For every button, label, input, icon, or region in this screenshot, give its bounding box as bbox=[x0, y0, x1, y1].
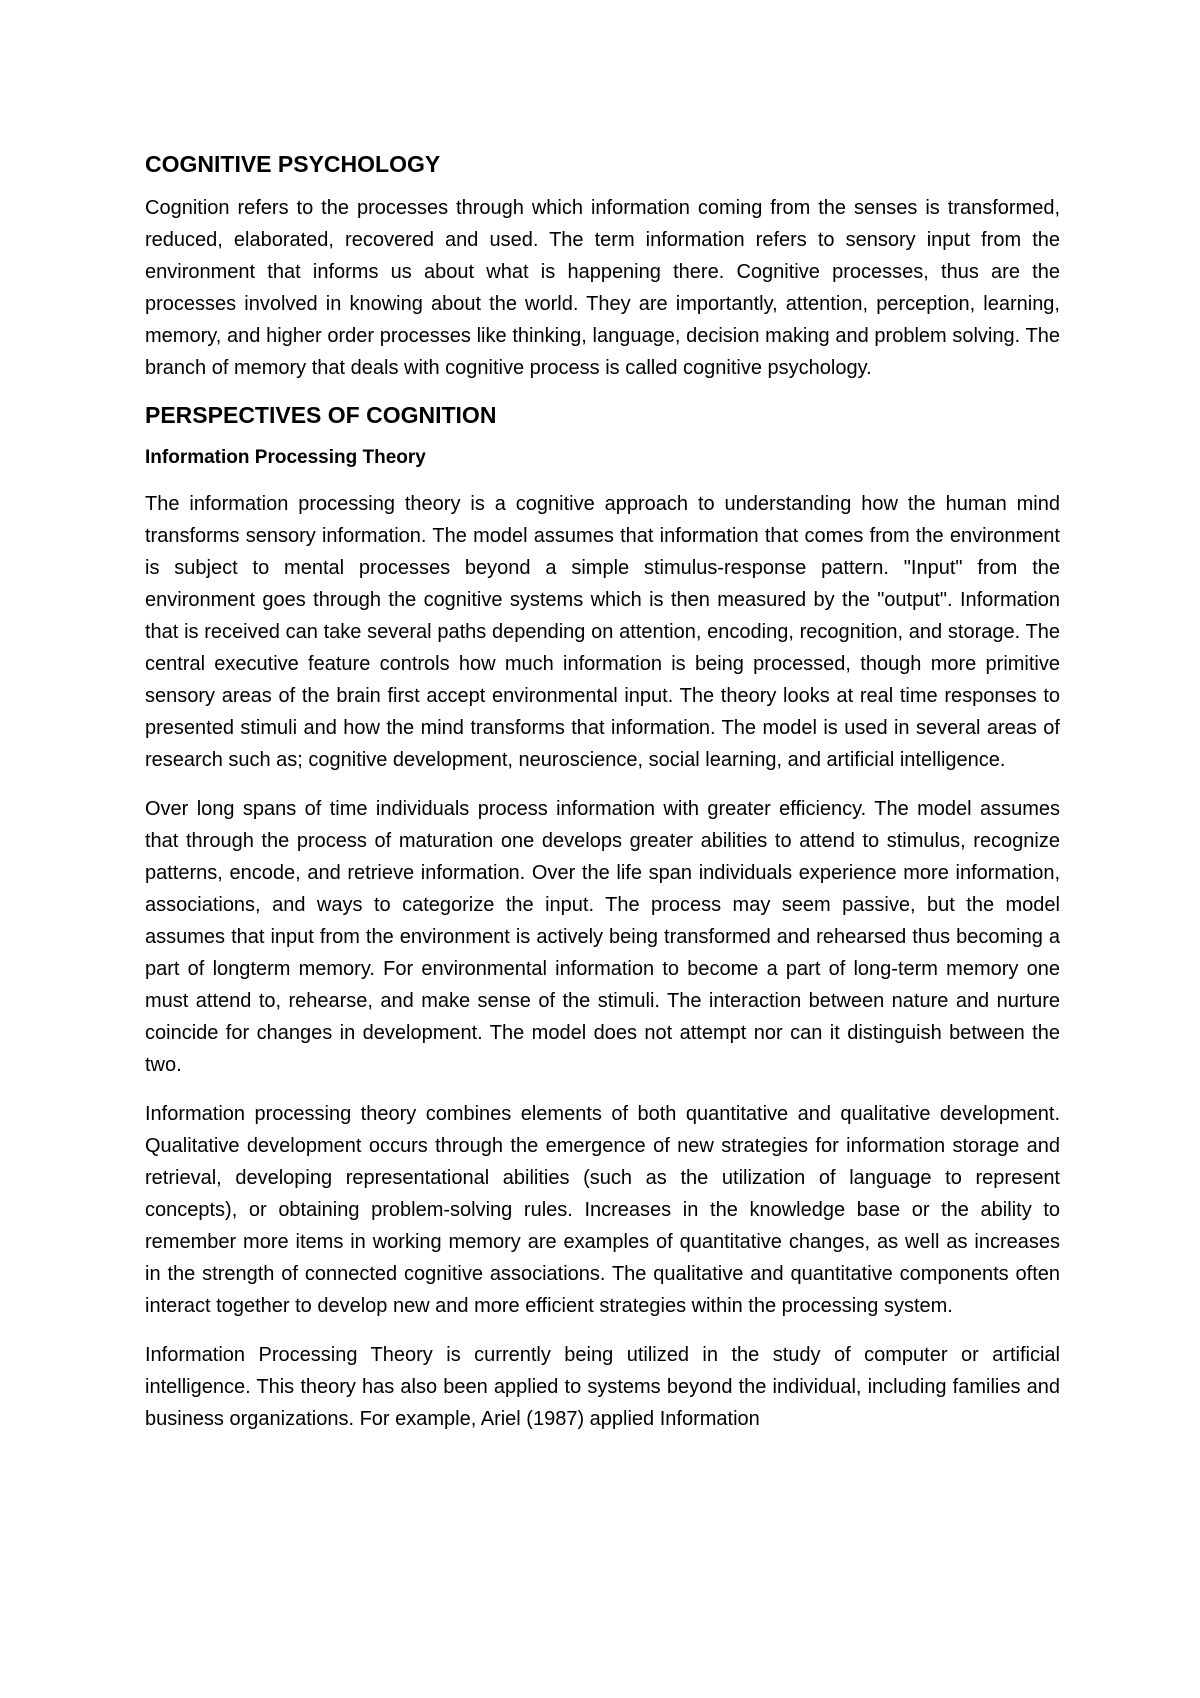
section-title: PERSPECTIVES OF COGNITION bbox=[145, 402, 497, 428]
intro-paragraph: Cognition refers to the processes through which information coming from the senses is transformed, reduced, elaborated, recovered and used. The term information refers to sensory input from the environment that informs us about what is happening there. Cognitive processes, thus are the processes involved in knowing about the world. They are importantly, attention, perception, learning, memory, and higher order processes like thinking, language, decision making and problem solving. The branch of memory that deals with cognitive process is called cognitive psychology. bbox=[145, 197, 1060, 379]
body-paragraph-2: Over long spans of time individuals process information with greater efficiency. The model assumes that through the process of maturation one develops greater abilities to attend to stimulus, recognize patterns, encode, and retrieve information. Over the life span individuals experience more information, associations, and ways to categorize the input. The process may seem passive, but the model assumes that input from the environment is actively being transformed and rehearsed thus becoming a part of longterm memory. For environmental information to become a part of long-term memory one must attend to, rehearse, and make sense of the stimuli. The interaction between nature and nurture coincide for changes in development. The model does not attempt nor can it distinguish between the two. bbox=[145, 798, 1060, 1076]
body-paragraph-1: The information processing theory is a cognitive approach to understanding how the human mind transforms sensory information. The model assumes that information that comes from the environment is subject to mental processes beyond a simple stimulus-response pattern. "Input" from the environment goes through the cognitive systems which is then measured by the "output". Information that is received can take several paths depending on attention, encoding, recognition, and storage. The central executive feature controls how much information is being processed, though more primitive sensory areas of the brain first accept environmental input. The theory looks at real time responses to presented stimuli and how the mind transforms that information. The model is used in several areas of research such as; cognitive development, neuroscience, social learning, and artificial intelligence. bbox=[145, 493, 1060, 771]
document-title: COGNITIVE PSYCHOLOGY bbox=[145, 151, 441, 177]
subsection-title: Information Processing Theory bbox=[145, 447, 426, 468]
body-paragraph-4: Information Processing Theory is currently being utilized in the study of computer or artificial intelligence. This theory has also been applied to systems beyond the individual, including families and business organizations. For example, Ariel (1987) applied Information bbox=[145, 1344, 1060, 1430]
body-paragraph-3: Information processing theory combines elements of both quantitative and qualitative development. Qualitative development occurs through the emergence of new strategies for information storage and retrieval, developing representational abilities (such as the utilization of language to represent concepts), or obtaining problem-solving rules. Increases in the knowledge base or the ability to remember more items in working memory are examples of quantitative changes, as well as increases in the strength of connected cognitive associations. The qualitative and quantitative components often interact together to develop new and more efficient strategies within the processing system. bbox=[145, 1103, 1060, 1317]
document-page bbox=[145, 150, 1060, 1452]
